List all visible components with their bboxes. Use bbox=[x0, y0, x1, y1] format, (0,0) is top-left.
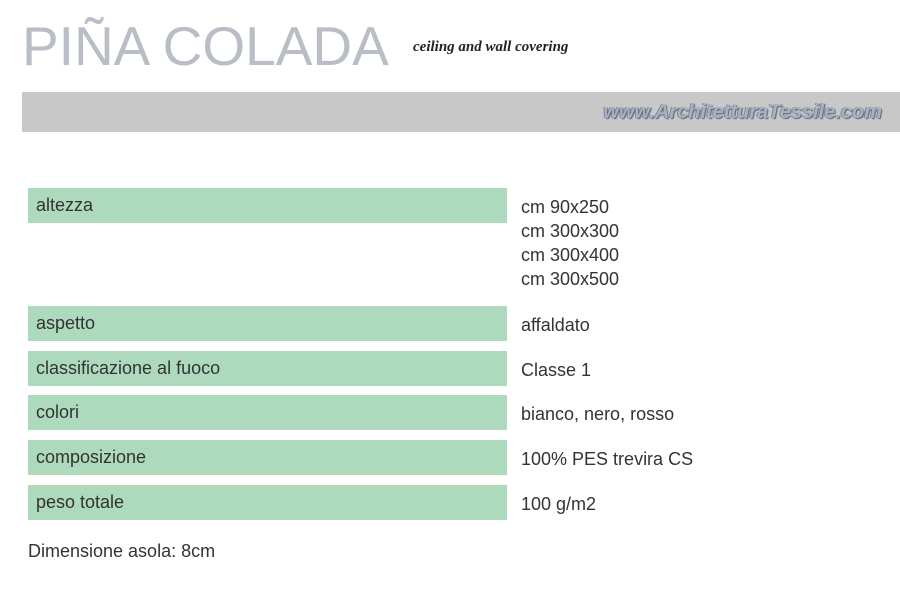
spec-value: Classe 1 bbox=[521, 360, 592, 380]
spec-values-composizione bbox=[521, 447, 693, 471]
spec-label-aspetto: aspetto bbox=[28, 306, 507, 341]
website-banner bbox=[22, 92, 900, 132]
spec-value: cm 90x250 bbox=[521, 197, 610, 217]
spec-label-colori: colori bbox=[28, 395, 507, 430]
spec-value: 100 g/m2 bbox=[521, 494, 597, 514]
spec-value: bianco, nero, rosso bbox=[521, 404, 675, 424]
loop-size-note: Dimensione asola: 8cm bbox=[28, 541, 216, 561]
spec-label-composizione: composizione bbox=[28, 440, 507, 475]
spec-label-classificazione: classificazione al fuoco bbox=[28, 351, 507, 386]
spec-value: affaldato bbox=[521, 315, 590, 335]
spec-value: 100% PES trevira CS bbox=[521, 449, 694, 469]
spec-values-peso bbox=[521, 492, 596, 516]
spec-value: cm 300x300 bbox=[521, 221, 620, 241]
website-url[interactable]: www.ArchitetturaTessile.com bbox=[603, 101, 882, 123]
spec-values-altezza bbox=[521, 195, 619, 291]
spec-values-classificazione bbox=[521, 358, 591, 382]
spec-value: cm 300x400 bbox=[521, 245, 620, 265]
spec-label-altezza: altezza bbox=[28, 188, 507, 223]
spec-value: cm 300x500 bbox=[521, 269, 620, 289]
spec-label-peso: peso totale bbox=[28, 485, 507, 520]
product-title: PIÑA COLADA bbox=[22, 15, 389, 77]
product-subtitle: ceiling and wall covering bbox=[413, 39, 569, 55]
spec-values-colori bbox=[521, 402, 674, 426]
spec-values-aspetto bbox=[521, 313, 590, 337]
